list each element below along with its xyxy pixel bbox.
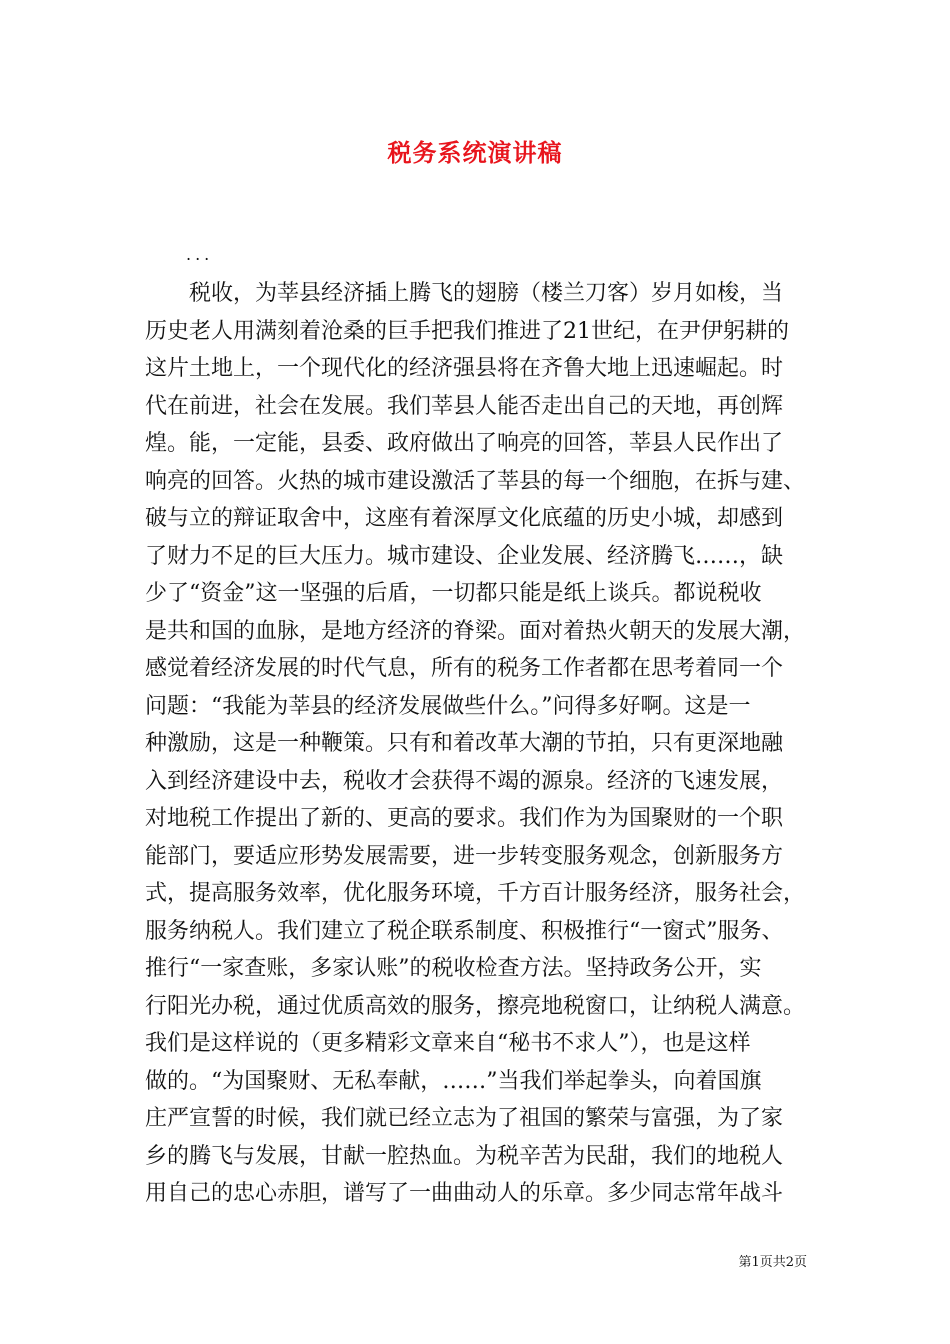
- body-line: 对地税工作提出了新的、更高的要求。我们作为为国聚财的一个职: [145, 806, 784, 831]
- body-line: 了财力不足的巨大压力。城市建设、企业发展、经济腾飞……，缺: [145, 543, 784, 569]
- body-line: 做的。“为国聚财、无私奉献，……”当我们举起拳头，向着国旗: [145, 1068, 762, 1094]
- body-paragraph: [145, 275, 817, 1213]
- body-line: 用自己的忠心赤胆，谱写了一曲曲动人的乐章。多少同志常年战斗: [145, 1181, 784, 1206]
- body-line: 种激励，这是一种鞭策。只有和着改革大潮的节拍，只有更深地融: [145, 731, 784, 756]
- body-line: 服务纳税人。我们建立了税企联系制度、积极推行“一窗式”服务、: [145, 918, 784, 944]
- body-line: 庄严宣誓的时候，我们就已经立志为了祖国的繁荣与富强，为了家: [145, 1106, 784, 1131]
- body-line: 推行“一家查账，多家认账”的税收检查方法。坚持政务公开，实: [145, 956, 762, 981]
- body-line: 这片土地上，一个现代化的经济强县将在齐鲁大地上迅速崛起。时: [145, 356, 784, 381]
- body-line: 少了“资金”这一坚强的后盾，一切都只能是纸上谈兵。都说税收: [145, 581, 762, 606]
- body-line: 入到经济建设中去，税收才会获得不竭的源泉。经济的飞速发展，: [145, 768, 784, 794]
- body-line: 响亮的回答。火热的城市建设激活了莘县的每一个细胞，在拆与建、: [145, 468, 806, 494]
- page-number-footer: 第1页共2页: [738, 1255, 807, 1270]
- body-line: 乡的腾飞与发展，甘献一腔热血。为税辛苦为民甜，我们的地税人: [145, 1143, 784, 1169]
- body-line: 税收，为莘县经济插上腾飞的翅膀（楼兰刀客）岁月如梭，当: [145, 281, 784, 306]
- body-line: 式，提高服务效率，优化服务环境，千方百计服务经济，服务社会，: [145, 881, 806, 906]
- body-line: 煌。能，一定能，县委、政府做出了响亮的回答，莘县人民作出了: [145, 431, 784, 456]
- body-line: 行阳光办税，通过优质高效的服务，擦亮地税窗口，让纳税人满意。: [145, 993, 806, 1019]
- body-line: 是共和国的血脉，是地方经济的脊梁。面对着热火朝天的发展大潮，: [145, 618, 806, 644]
- ellipsis-marker: ...: [186, 245, 214, 264]
- body-line: 问题：“我能为莘县的经济发展做些什么。”问得多好啊。这是一: [145, 693, 751, 719]
- body-line: 我们是这样说的（更多精彩文章来自“秘书不求人”），也是这样: [145, 1031, 751, 1056]
- body-line: 代在前进，社会在发展。我们莘县人能否走出自己的天地，再创辉: [145, 393, 784, 419]
- document-title: 税务系统演讲稿: [387, 138, 563, 167]
- body-line: 历史老人用满刻着沧桑的巨手把我们推进了21世纪，在尹伊躬耕的: [145, 318, 789, 344]
- body-line: 感觉着经济发展的时代气息，所有的税务工作者都在思考着同一个: [145, 656, 784, 681]
- body-line: 能部门，要适应形势发展需要，进一步转变服务观念，创新服务方: [145, 843, 784, 869]
- body-line: 破与立的辩证取舍中，这座有着深厚文化底蕴的历史小城，却感到: [145, 506, 784, 531]
